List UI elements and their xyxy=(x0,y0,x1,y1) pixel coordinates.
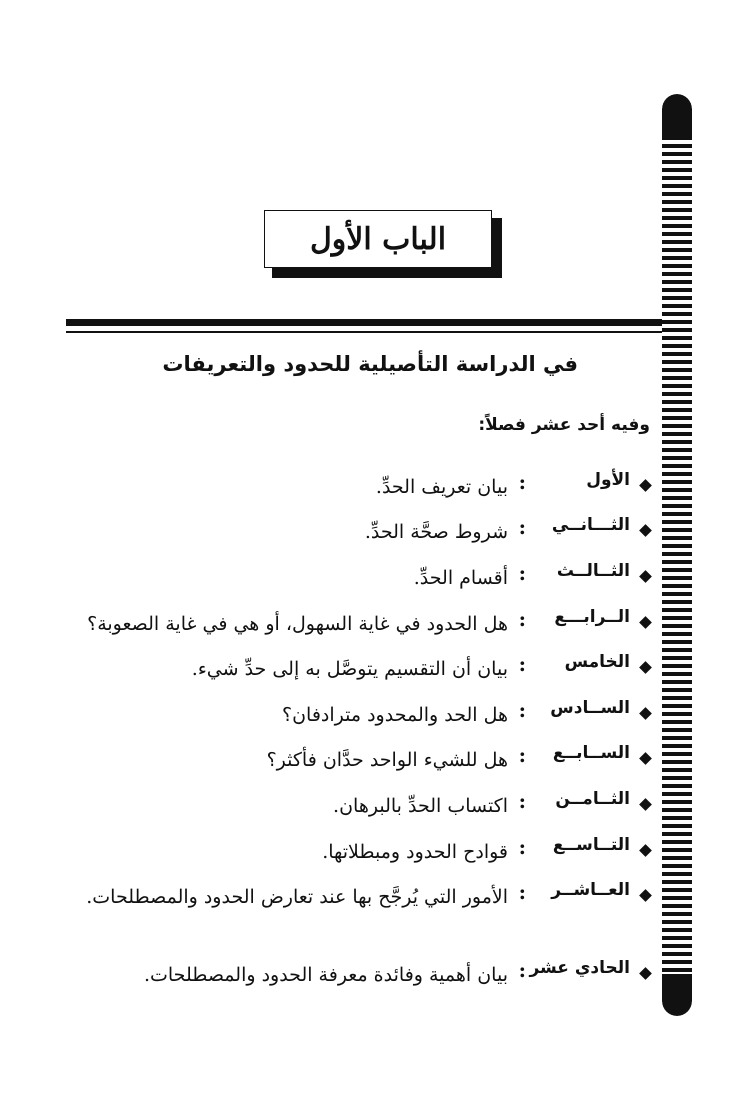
chapter-title: هل الحدود في غاية السهول، أو هي في غاية الصعوبة؟ xyxy=(87,613,508,635)
chapter-ordinal: الســابــع xyxy=(552,743,630,763)
chapter-ordinal: الأول xyxy=(586,470,630,490)
page-edge-ladder xyxy=(662,94,692,1016)
diamond-bullet-icon xyxy=(639,661,652,674)
chapter-item xyxy=(70,652,650,692)
diamond-bullet-icon xyxy=(639,967,652,980)
divider-thick xyxy=(66,319,662,326)
chapter-title: الأمور التي يُرجَّح بها عند تعارض الحدود والمصطلحات. xyxy=(86,886,508,908)
chapter-ordinal: العــاشــر xyxy=(551,880,630,900)
chapter-separator: : xyxy=(518,880,526,904)
title-box xyxy=(264,210,492,268)
chapter-ordinal: الحادي عشر xyxy=(529,958,630,978)
edge-cap-top xyxy=(662,94,692,136)
chapter-ordinal: التــاســع xyxy=(552,835,630,855)
edge-cap-bottom xyxy=(662,974,692,1016)
chapter-separator: : xyxy=(518,652,526,676)
chapter-separator: : xyxy=(518,561,526,585)
chapter-item xyxy=(70,880,650,960)
chapter-separator: : xyxy=(518,958,526,982)
chapter-title: اكتساب الحدِّ بالبرهان. xyxy=(333,795,508,817)
diamond-bullet-icon xyxy=(639,844,652,857)
diamond-bullet-icon xyxy=(639,798,652,811)
diamond-bullet-icon xyxy=(639,707,652,720)
chapter-separator: : xyxy=(518,515,526,539)
chapter-item xyxy=(70,515,650,555)
chapter-item xyxy=(70,561,650,601)
chapter-title: هل للشيء الواحد حدَّان فأكثر؟ xyxy=(266,749,508,771)
chapter-item xyxy=(70,835,650,875)
page-title: الباب الأول xyxy=(309,221,447,257)
chapter-ordinal: الســادس xyxy=(550,698,630,718)
diamond-bullet-icon xyxy=(639,570,652,583)
chapter-separator: : xyxy=(518,835,526,859)
diamond-bullet-icon xyxy=(639,616,652,629)
chapter-separator: : xyxy=(518,743,526,767)
chapter-item xyxy=(70,607,650,647)
chapter-separator: : xyxy=(518,607,526,631)
chapter-title: شروط صحَّة الحدِّ. xyxy=(364,521,508,543)
chapter-ordinal: الــرابـــع xyxy=(554,607,630,627)
section-subtitle: في الدراسة التأصيلية للحدود والتعريفات xyxy=(162,352,578,376)
chapter-title: قوادح الحدود ومبطلاتها. xyxy=(322,841,508,863)
chapter-separator: : xyxy=(518,789,526,813)
chapter-title: هل الحد والمحدود مترادفان؟ xyxy=(282,704,508,726)
chapter-separator: : xyxy=(518,470,526,494)
chapter-item xyxy=(70,789,650,829)
chapter-title: بيان أن التقسيم يتوصَّل به إلى حدِّ شيء. xyxy=(191,658,508,680)
chapter-title: أقسام الحدِّ. xyxy=(413,567,508,589)
chapter-title: بيان أهمية وفائدة معرفة الحدود والمصطلحات. xyxy=(143,964,508,986)
chapters-intro: وفيه أحد عشر فصلاً: xyxy=(478,415,650,435)
edge-stripes xyxy=(662,136,692,974)
chapter-item xyxy=(70,958,650,998)
chapter-ordinal: الثــامــن xyxy=(555,789,630,809)
chapter-separator: : xyxy=(518,698,526,722)
chapter-ordinal: الثـــانــي xyxy=(551,515,630,535)
chapter-ordinal: الخامس xyxy=(564,652,630,672)
chapter-ordinal: الثــالــث xyxy=(556,561,630,581)
chapter-item xyxy=(70,743,650,783)
diamond-bullet-icon xyxy=(639,889,652,902)
chapter-title: بيان تعريف الحدِّ. xyxy=(375,476,508,498)
divider-thin xyxy=(66,331,662,333)
chapter-item xyxy=(70,470,650,510)
diamond-bullet-icon xyxy=(639,752,652,765)
diamond-bullet-icon xyxy=(639,524,652,537)
diamond-bullet-icon xyxy=(639,479,652,492)
chapter-item xyxy=(70,698,650,738)
